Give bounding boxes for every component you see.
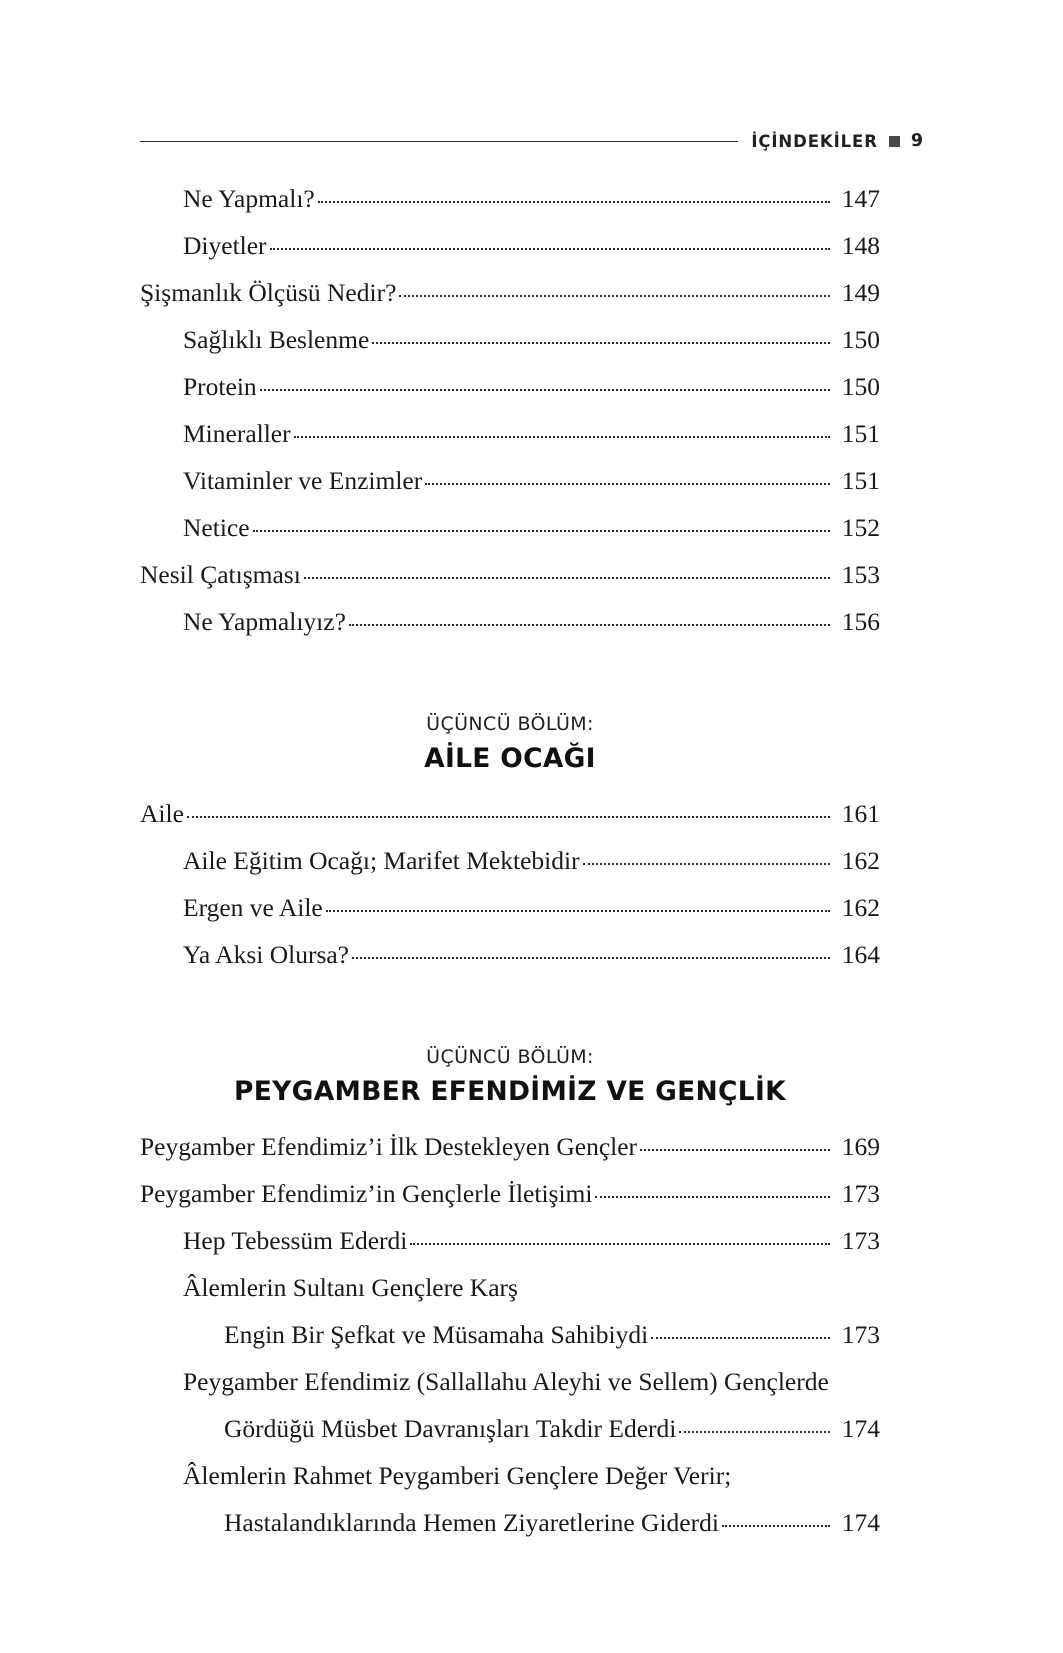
spacer: [140, 656, 880, 714]
spacer: [140, 775, 880, 801]
toc-entry-page-number: 150: [841, 372, 880, 401]
toc-entry[interactable]: [140, 186, 880, 233]
toc-entry-label: Hastalandıklarında Hemen Ziyaretlerine Giderdi: [224, 1507, 719, 1537]
toc-entry-label: Aile Eğitim Ocağı; Marifet Mektebidir: [183, 845, 580, 875]
toc-entry-page-number: 164: [841, 939, 880, 969]
toc-entry-page-number: 162: [841, 892, 880, 922]
toc-leader-dots: [187, 815, 830, 818]
toc-leader-dots: [399, 294, 830, 297]
toc-entry[interactable]: [140, 1225, 880, 1275]
toc-entry-label: Hep Tebessüm Ederdi: [183, 1225, 408, 1255]
toc-entry[interactable]: [140, 1366, 880, 1416]
toc-entry-page-number: 153: [841, 560, 880, 589]
toc-entry[interactable]: [140, 327, 880, 374]
toc-leader-dots: [583, 862, 830, 865]
toc-entry[interactable]: [140, 468, 880, 515]
toc-entry[interactable]: [140, 1178, 880, 1228]
toc-leader-dots: [270, 247, 830, 250]
page-number: 9: [910, 131, 923, 151]
toc-entry-label: Gördüğü Müsbet Davranışları Takdir Ederdi: [224, 1413, 677, 1443]
toc-entry-page-number: 173: [841, 1178, 880, 1208]
toc-entry-page-number: 150: [841, 325, 880, 354]
toc-entry[interactable]: [140, 1131, 880, 1181]
part-title: PEYGAMBER EFENDİMİZ VE GENÇLİK: [234, 1075, 786, 1107]
toc-leader-dots: [318, 200, 830, 203]
toc-entry[interactable]: [140, 1460, 880, 1510]
table-of-contents: [140, 186, 880, 1557]
toc-entry-label: Âlemlerin Sultanı Gençlere Karş: [183, 1272, 518, 1302]
toc-entry-label: Nesil Çatışması: [140, 560, 301, 589]
toc-entry-page-number: 149: [841, 278, 880, 307]
toc-entry-label: Netice: [183, 513, 250, 542]
toc-leader-dots: [260, 388, 830, 391]
toc-entry[interactable]: [140, 1413, 880, 1463]
toc-leader-dots: [304, 576, 830, 579]
toc-entry-page-number: 169: [841, 1131, 880, 1161]
toc-entry-label: Ergen ve Aile: [183, 892, 323, 922]
toc-entry-label: Peygamber Efendimiz (Sallallahu Aleyhi ve Sellem) Gençlerde: [183, 1366, 829, 1396]
toc-entry[interactable]: [140, 515, 880, 562]
toc-leader-dots: [352, 956, 830, 959]
toc-entry-page-number: 173: [841, 1225, 880, 1255]
toc-entry[interactable]: [140, 1272, 880, 1322]
toc-entry-page-number: 148: [841, 231, 880, 260]
toc-leader-dots: [651, 1336, 830, 1339]
square-bullet-icon: [889, 136, 900, 147]
toc-entry-label: Mineraller: [183, 419, 291, 448]
toc-leader-dots: [410, 1242, 830, 1245]
toc-leader-dots: [640, 1148, 830, 1151]
part-kicker: ÜÇÜNCÜ BÖLÜM:: [426, 713, 594, 735]
toc-entry[interactable]: [140, 1507, 880, 1557]
toc-entry[interactable]: [140, 609, 880, 656]
toc-entry-label: Engin Bir Şefkat ve Müsamaha Sahibiydi: [224, 1319, 649, 1349]
toc-leader-dots: [294, 435, 830, 438]
toc-entry[interactable]: [140, 233, 880, 280]
toc-entry-page-number: 151: [841, 466, 880, 495]
toc-block-one: [140, 186, 880, 656]
part-heading-aile-ocagi: [140, 714, 880, 775]
header-rule: [140, 141, 738, 142]
toc-entry[interactable]: [140, 798, 880, 848]
toc-entry-label: Peygamber Efendimiz’i İlk Destekleyen Gençler: [140, 1131, 638, 1161]
toc-leader-dots: [679, 1430, 830, 1433]
toc-entry-label: Aile: [140, 798, 184, 828]
toc-block-three: [140, 1131, 880, 1557]
part-heading-peygamber-efendimiz-ve-genclik: [140, 1047, 880, 1108]
toc-leader-dots: [372, 341, 830, 344]
toc-entry-label: Ya Aksi Olursa?: [183, 939, 349, 969]
toc-entry-label: Diyetler: [183, 231, 267, 260]
toc-leader-dots: [425, 482, 830, 485]
toc-entry-label: Şişmanlık Ölçüsü Nedir?: [140, 278, 397, 307]
toc-entry-label: Protein: [183, 372, 257, 401]
toc-entry[interactable]: [140, 280, 880, 327]
toc-entry-label: Peygamber Efendimiz’in Gençlerle İletişimi: [140, 1178, 593, 1208]
toc-entry-label: Ne Yapmalıyız?: [183, 607, 346, 636]
toc-leader-dots: [349, 623, 830, 626]
spacer: [140, 1108, 880, 1134]
toc-entry[interactable]: [140, 939, 880, 989]
part-title: AİLE OCAĞI: [424, 742, 596, 774]
toc-entry-page-number: 152: [841, 513, 880, 542]
toc-entry-page-number: 174: [841, 1507, 880, 1537]
toc-entry[interactable]: [140, 421, 880, 468]
toc-leader-dots: [722, 1524, 830, 1527]
toc-entry-page-number: 151: [841, 419, 880, 448]
toc-leader-dots: [595, 1195, 830, 1198]
toc-entry-page-number: 147: [841, 184, 880, 213]
toc-entry-page-number: 174: [841, 1413, 880, 1443]
toc-entry-page-number: 173: [841, 1319, 880, 1349]
toc-leader-dots: [326, 909, 830, 912]
toc-entry[interactable]: [140, 1319, 880, 1369]
toc-entry-page-number: 161: [841, 798, 880, 828]
header-title: İÇİNDEKİLER: [751, 131, 878, 151]
toc-entry-label: Ne Yapmalı?: [183, 184, 315, 213]
toc-leader-dots: [253, 529, 830, 532]
toc-entry[interactable]: [140, 845, 880, 895]
toc-entry[interactable]: [140, 562, 880, 609]
toc-entry-label: Sağlıklı Beslenme: [183, 325, 370, 354]
toc-entry[interactable]: [140, 892, 880, 942]
spacer: [140, 989, 880, 1047]
toc-entry-label: Âlemlerin Rahmet Peygamberi Gençlere Değer Verir;: [183, 1460, 732, 1490]
toc-entry-page-number: 156: [841, 607, 880, 636]
toc-entry[interactable]: [140, 374, 880, 421]
running-header: [140, 128, 923, 154]
toc-block-two: [140, 798, 880, 989]
part-kicker: ÜÇÜNCÜ BÖLÜM:: [426, 1045, 594, 1068]
toc-entry-page-number: 162: [841, 845, 880, 875]
toc-entry-label: Vitaminler ve Enzimler: [183, 466, 423, 495]
